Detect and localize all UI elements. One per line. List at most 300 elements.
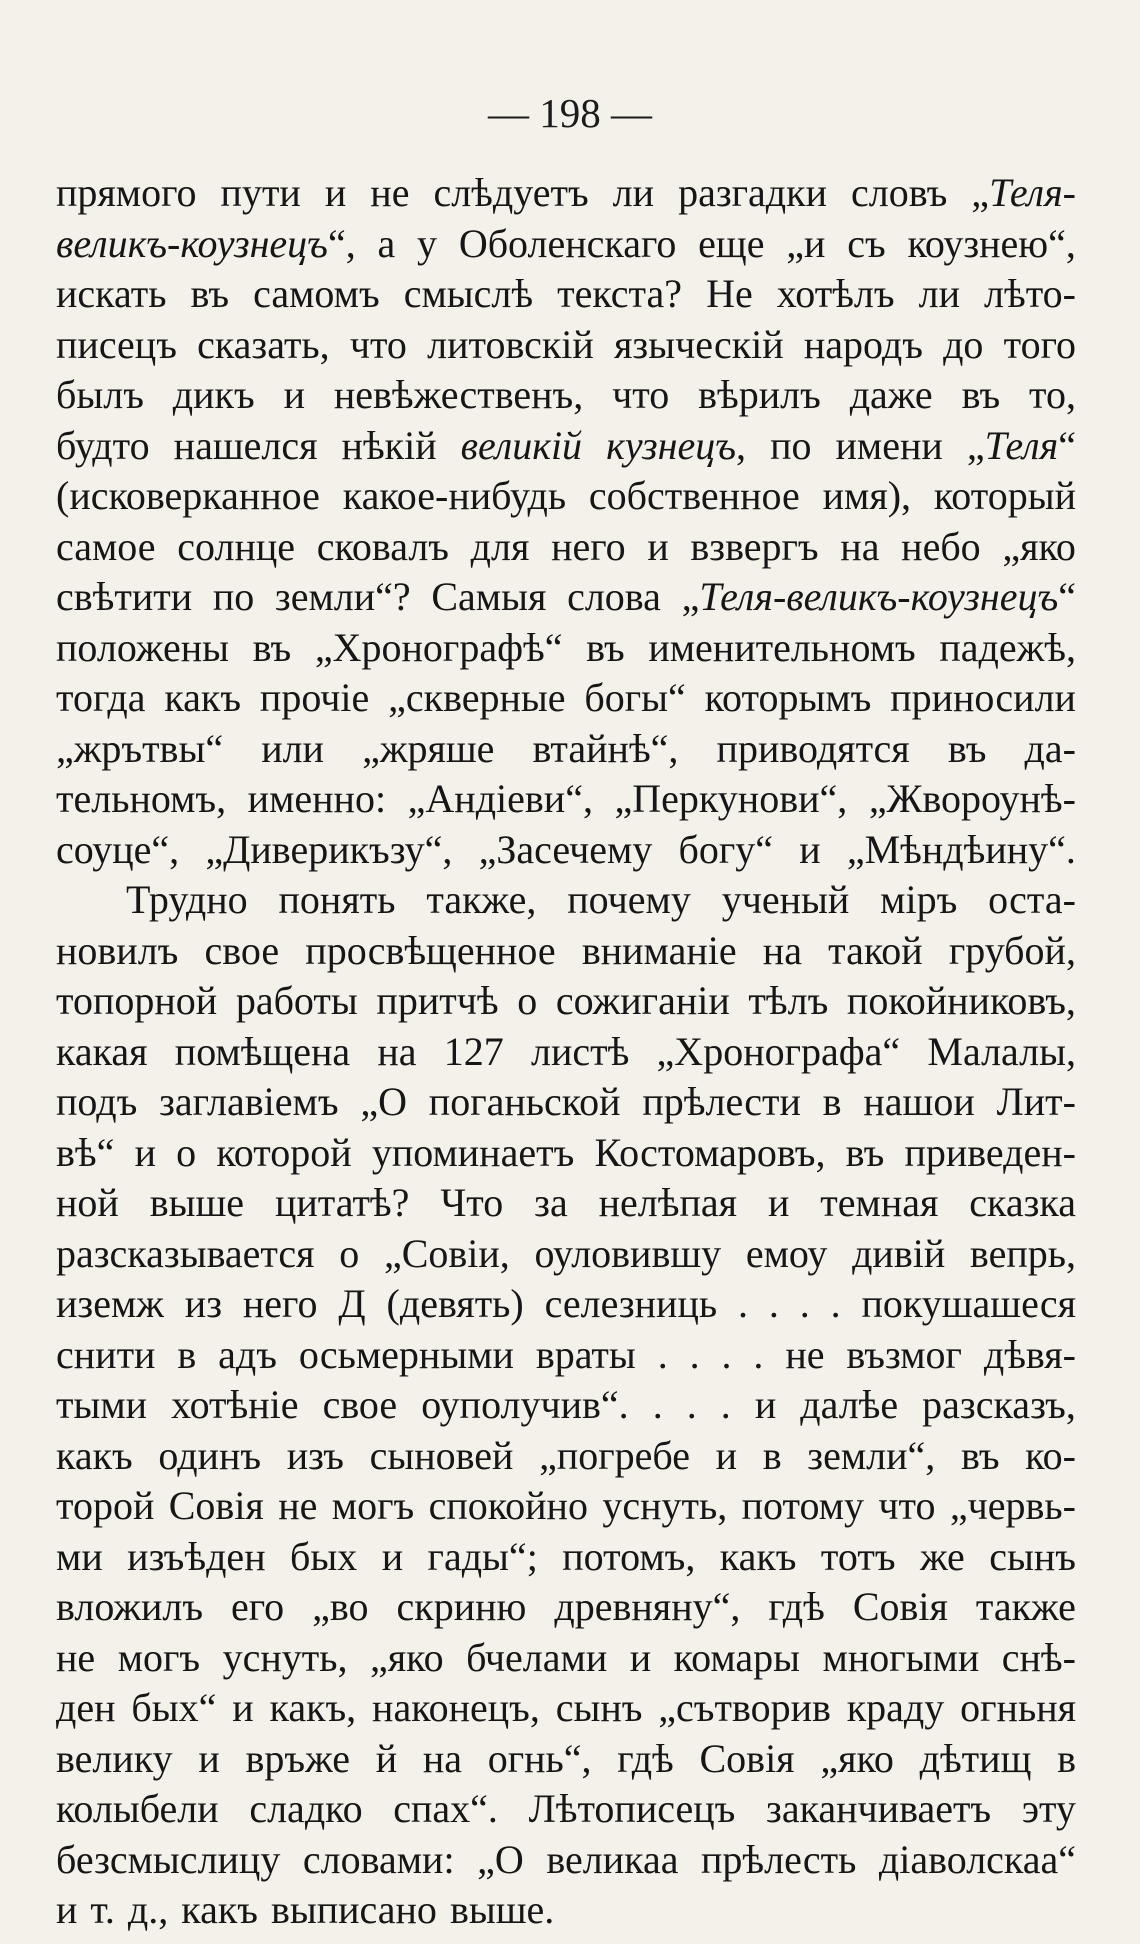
word: какая: [56, 1028, 148, 1074]
word: ко-: [1025, 1432, 1076, 1478]
word: в: [762, 1432, 782, 1478]
word: какъ: [719, 1533, 797, 1579]
text-line: [56, 1380, 1076, 1431]
text-line: [56, 1683, 1076, 1734]
word: приводятся: [716, 725, 910, 771]
word: прѣлесть: [701, 1836, 857, 1882]
word: нелѣпая: [598, 1180, 738, 1225]
word: Что: [440, 1180, 504, 1225]
body-text: [56, 168, 1076, 1936]
word: сковалъ: [316, 523, 449, 569]
word: будто: [56, 422, 150, 468]
word: притчѣ: [376, 978, 499, 1023]
word: какъ,: [269, 1685, 357, 1730]
text-line: [56, 623, 1076, 674]
word: оуловившу: [534, 1230, 722, 1276]
word: осьмерными: [298, 1331, 514, 1377]
word: за: [534, 1180, 568, 1225]
word: дѣвя-: [983, 1331, 1076, 1377]
word: небо: [901, 523, 981, 569]
word: селезниць: [544, 1281, 718, 1326]
word: т.: [90, 1887, 115, 1932]
word: смыслѣ: [403, 271, 534, 316]
word: лѣто-: [984, 271, 1076, 316]
word: него: [551, 523, 626, 569]
text-line: [56, 1582, 1076, 1633]
word: богу“: [678, 826, 774, 872]
word: свѣтити: [56, 574, 193, 619]
word: и: [283, 372, 305, 417]
word: и: [647, 523, 669, 569]
word: что: [878, 1483, 936, 1528]
word: коузнею“,: [907, 220, 1076, 266]
word: огньня: [960, 1685, 1076, 1730]
text-line: [56, 926, 1076, 977]
text-line: [56, 421, 1076, 472]
word: ден: [56, 1685, 116, 1730]
word: топорной: [56, 978, 218, 1023]
word: такой: [828, 927, 923, 973]
text-line: [56, 976, 1076, 1027]
word: „сътворив: [658, 1685, 831, 1730]
word: выписано: [270, 1887, 437, 1932]
word: .: [830, 1281, 841, 1326]
text-line: [56, 774, 1076, 825]
word: огнь“,: [487, 1735, 592, 1781]
word: сынъ: [555, 1685, 643, 1730]
word: которой: [216, 1129, 352, 1175]
word: прочіе: [259, 675, 370, 720]
text-line: [56, 269, 1076, 320]
word: прямого: [56, 170, 197, 215]
word: „Теля“: [966, 422, 1076, 468]
word: нашои: [863, 1079, 975, 1124]
word: сынъ: [989, 1533, 1076, 1579]
word: по: [770, 422, 812, 468]
word: комары: [673, 1634, 800, 1680]
word: текста?: [557, 271, 683, 316]
word: „яко: [1002, 523, 1076, 569]
word: разгадки: [678, 170, 827, 215]
word: свое: [322, 1382, 398, 1427]
text-line: [56, 219, 1076, 270]
word: .: [768, 1281, 779, 1326]
word: какъ: [181, 1887, 258, 1932]
word: и: [715, 1432, 738, 1478]
word: безсмыслицу: [56, 1836, 281, 1882]
word: .: [686, 1382, 697, 1427]
word: какое-нибудь: [342, 473, 567, 518]
word: грубой,: [948, 927, 1076, 973]
word: втайнѣ“,: [532, 725, 679, 771]
word: помѣщена: [174, 1028, 351, 1074]
word: сожиганіи: [555, 978, 730, 1023]
text-line: [56, 673, 1076, 724]
word: .: [753, 1331, 764, 1377]
word: Лит-: [996, 1079, 1076, 1124]
word: Не: [706, 271, 753, 316]
word: о: [176, 1129, 197, 1175]
word: в: [822, 1079, 842, 1124]
word: вѣрилъ: [698, 372, 821, 417]
text-line: [56, 320, 1076, 371]
word: падежѣ,: [939, 624, 1076, 670]
word: даже: [849, 372, 933, 417]
word: не: [278, 1483, 318, 1528]
text-line: [56, 1229, 1076, 1280]
word: имени: [835, 422, 943, 468]
word: наконецъ,: [372, 1685, 540, 1730]
word: покушашеся: [861, 1281, 1076, 1326]
word: ми: [56, 1533, 103, 1579]
word: діаволскаа“: [878, 1836, 1076, 1882]
word: новилъ: [56, 927, 179, 973]
word: покойниковъ,: [846, 978, 1076, 1023]
text-line: [56, 1633, 1076, 1684]
word: о: [339, 1230, 360, 1276]
word: невѣжественъ,: [333, 372, 584, 417]
word: „яко: [820, 1735, 894, 1781]
word: „О: [477, 1836, 524, 1882]
word: велику: [56, 1735, 173, 1781]
word: Малалы,: [927, 1028, 1076, 1074]
text-line: [56, 1027, 1076, 1078]
word: и: [232, 1685, 254, 1730]
word: земли“,: [807, 1432, 936, 1478]
word: самое: [56, 523, 156, 569]
word: какъ: [56, 1432, 133, 1478]
word: „Совіи,: [383, 1230, 510, 1276]
word: свое: [204, 927, 280, 973]
word: разсказъ,: [922, 1382, 1076, 1427]
word: также: [975, 1584, 1076, 1629]
word: тогда: [56, 675, 146, 720]
text-line: [56, 572, 1076, 623]
word: уснуть,: [222, 1634, 348, 1680]
word: былъ: [56, 372, 144, 417]
word: потому: [741, 1483, 865, 1528]
word: народъ: [803, 321, 923, 367]
word: д.,: [127, 1887, 169, 1932]
word: и: [754, 1382, 777, 1427]
word: древняну“,: [554, 1584, 741, 1629]
word: изъ: [286, 1432, 344, 1478]
word: сладко: [249, 1786, 363, 1831]
word: подъ: [56, 1079, 138, 1124]
word: имя),: [822, 473, 912, 518]
word: нашелся: [173, 422, 318, 468]
word: „О: [360, 1079, 407, 1124]
word: земли“?: [274, 574, 411, 619]
word: Лѣтописецъ: [528, 1786, 736, 1831]
word: .: [652, 1382, 663, 1427]
word: именно:: [247, 776, 387, 821]
word: торой: [56, 1483, 155, 1528]
word: и: [134, 1129, 156, 1175]
word: него: [242, 1281, 318, 1326]
word: на: [422, 1735, 462, 1781]
word: на: [840, 523, 880, 569]
word: тыми: [56, 1382, 148, 1427]
word: въ: [960, 1432, 1000, 1478]
word: иземж: [56, 1281, 164, 1326]
word: бых“: [131, 1685, 217, 1730]
word: о: [517, 978, 538, 1023]
word: вниманіе: [581, 927, 737, 973]
word: искать: [56, 271, 167, 316]
word: „жряше: [362, 725, 495, 771]
word: то,: [1029, 372, 1076, 417]
word: снѣ-: [1001, 1634, 1076, 1680]
word: „Жвороунѣ-: [868, 776, 1076, 821]
word: „во: [312, 1584, 369, 1629]
word: въ: [252, 624, 292, 670]
word: сказка: [969, 1180, 1076, 1225]
word: литовскій: [427, 321, 594, 367]
word: „Засечему: [478, 826, 653, 872]
word: самомъ: [253, 271, 380, 316]
word: и: [629, 1634, 652, 1680]
word: а: [377, 220, 396, 266]
word: гады“;: [427, 1533, 538, 1579]
word: .: [689, 1331, 700, 1377]
word: „скверные: [388, 675, 566, 720]
word: заглавіемъ: [159, 1079, 339, 1124]
text-line: [56, 1835, 1076, 1886]
word: спах“.: [393, 1786, 498, 1831]
word: въ: [586, 624, 625, 670]
word: ной: [56, 1180, 119, 1225]
word: собственное: [588, 473, 800, 518]
word: сказать,: [197, 321, 330, 367]
word: Д: [338, 1281, 366, 1326]
word: Трудно: [126, 877, 248, 922]
word: Совія: [852, 1584, 948, 1629]
word: взвергъ: [690, 523, 819, 569]
word: вепрь,: [969, 1230, 1076, 1276]
word: гдѣ: [617, 1735, 674, 1781]
word: могъ: [331, 1483, 415, 1528]
word: солнце: [177, 523, 296, 569]
text-line: [56, 168, 1076, 219]
word: по: [212, 574, 255, 619]
word: великій: [460, 422, 583, 468]
word: Оболенскаго: [458, 220, 677, 266]
word: далѣе: [800, 1382, 899, 1427]
word: .: [799, 1281, 810, 1326]
word: „Мѣндѣину“.: [846, 826, 1076, 872]
word: потомъ,: [562, 1533, 696, 1579]
word: міръ: [880, 877, 958, 922]
word: (девять): [386, 1281, 524, 1326]
word: выше: [149, 1180, 245, 1225]
word: не: [56, 1634, 96, 1680]
word: да-: [1024, 725, 1076, 771]
word: кузнецъ,: [606, 422, 747, 468]
word: на: [377, 1028, 417, 1074]
word: връже: [245, 1735, 350, 1781]
word: дикъ: [172, 372, 255, 417]
word: „Теля-: [971, 170, 1076, 215]
word: тѣлъ: [748, 978, 829, 1023]
word: великъ-коузнецъ“,: [56, 220, 356, 266]
word: (исковерканное: [56, 473, 320, 518]
word: „Хронографа“: [656, 1028, 901, 1074]
word: прѣлести: [642, 1079, 801, 1124]
word: колыбели: [56, 1786, 219, 1831]
text-line: [56, 1330, 1076, 1381]
word: заканчиваетъ: [766, 1786, 992, 1831]
word: эту: [1021, 1786, 1076, 1831]
word: языческій: [614, 321, 784, 367]
word: Самыя: [431, 574, 547, 619]
text-line: [56, 1734, 1076, 1785]
word: „яко: [370, 1634, 444, 1680]
word: богы“: [584, 675, 686, 720]
text-line: [56, 1431, 1076, 1482]
word: вложилъ: [56, 1584, 204, 1629]
word: хотѣніе: [171, 1382, 299, 1427]
word: который: [933, 473, 1076, 518]
word: понять: [278, 877, 396, 922]
word: адъ: [218, 1331, 277, 1377]
word: соуце“,: [56, 826, 180, 872]
word: нѣкій: [341, 422, 437, 468]
word: у: [417, 220, 438, 266]
text-line: [56, 875, 1076, 926]
word: и: [799, 826, 821, 872]
word: великаа: [546, 1836, 679, 1882]
word: тотъ: [820, 1533, 896, 1579]
text-line: [56, 1784, 1076, 1835]
word: изъѣден: [127, 1533, 266, 1579]
word: й: [375, 1735, 398, 1781]
word: и: [767, 1180, 790, 1225]
text-line: [56, 1178, 1076, 1229]
word: одинъ: [158, 1432, 262, 1478]
page-number: — 198 —: [488, 90, 652, 136]
word: именительномъ: [648, 624, 916, 670]
word: пути: [220, 170, 301, 215]
word: листѣ: [531, 1028, 630, 1074]
word: .: [657, 1331, 668, 1377]
word: въ: [845, 1129, 885, 1175]
word: емоу: [745, 1230, 828, 1276]
text-line: [56, 1077, 1076, 1128]
word: „червь-: [949, 1483, 1076, 1528]
word: „Теля-великъ-коузнецъ“: [681, 574, 1076, 619]
word: „жрътвы“: [56, 725, 224, 771]
text-line: [56, 522, 1076, 573]
text-line: [56, 724, 1076, 775]
word: .: [720, 1382, 731, 1427]
word: писецъ: [56, 321, 177, 367]
word: сыновей: [369, 1432, 514, 1478]
word: приносили: [890, 675, 1076, 720]
word: спокойно: [428, 1483, 588, 1528]
word: уснуть,: [602, 1483, 728, 1528]
word: которымъ: [704, 675, 872, 720]
word: въ: [961, 372, 1001, 417]
word: приведен-: [904, 1129, 1076, 1175]
word: и: [381, 1533, 404, 1579]
text-line: [56, 1481, 1076, 1532]
word: дивій: [852, 1230, 946, 1276]
word: выше.: [449, 1887, 555, 1932]
word: что: [612, 372, 670, 417]
word: какъ: [164, 675, 242, 720]
word: слѣдуетъ: [433, 170, 589, 215]
word: „Хронографѣ“: [314, 624, 563, 670]
text-line: [56, 471, 1076, 522]
text-line: [56, 370, 1076, 421]
word: вѣ“: [56, 1129, 115, 1175]
word: тельномъ,: [56, 776, 227, 821]
text-line: [56, 1279, 1076, 1330]
word: „Диверикъзу“,: [205, 826, 453, 872]
word: упоминаетъ: [371, 1129, 575, 1175]
word: работы: [235, 978, 358, 1023]
word: ли: [612, 170, 655, 215]
text-line: [56, 825, 1076, 876]
word: хотѣлъ: [776, 271, 895, 316]
text-line: [56, 1532, 1076, 1583]
word: Совія: [699, 1735, 795, 1781]
word: цитатѣ?: [274, 1180, 410, 1225]
word: в: [1057, 1735, 1076, 1781]
word: почему: [567, 877, 691, 922]
word: бчелами: [466, 1634, 608, 1680]
word: просвѣщенное: [305, 927, 556, 973]
word: възмог: [846, 1331, 962, 1377]
word: темная: [820, 1180, 939, 1225]
word: и: [56, 1887, 78, 1932]
word: не: [785, 1331, 825, 1377]
word: „и: [786, 220, 826, 266]
word: „Андіеви“,: [407, 776, 593, 821]
word: словъ: [850, 170, 948, 215]
word: въ: [190, 271, 230, 316]
word: оуполучив“.: [421, 1382, 629, 1427]
word: положены: [56, 624, 229, 670]
word: не: [370, 170, 410, 215]
word: ученый: [721, 877, 850, 922]
word: „Перкунови“,: [614, 776, 848, 821]
word: дѣтищ: [919, 1735, 1032, 1781]
word: Костомаровъ,: [594, 1129, 826, 1175]
word: въ: [947, 725, 987, 771]
word: .: [721, 1331, 732, 1377]
word: того: [1003, 321, 1076, 367]
word: и: [324, 170, 347, 215]
word: .: [737, 1281, 748, 1326]
word: разсказывается: [56, 1230, 315, 1276]
word: и: [198, 1735, 220, 1781]
word: его: [231, 1584, 285, 1629]
word: скриню: [396, 1584, 527, 1629]
word: съ: [847, 220, 886, 266]
word: снити: [56, 1331, 156, 1377]
word: краду: [846, 1685, 945, 1730]
text-line: [56, 1128, 1076, 1179]
word: бых: [290, 1533, 358, 1579]
word: многыми: [822, 1634, 980, 1680]
word: из: [184, 1281, 223, 1326]
word: же: [919, 1533, 965, 1579]
word: поганьской: [428, 1079, 621, 1124]
word: также,: [426, 877, 537, 922]
word: могъ: [117, 1634, 201, 1680]
